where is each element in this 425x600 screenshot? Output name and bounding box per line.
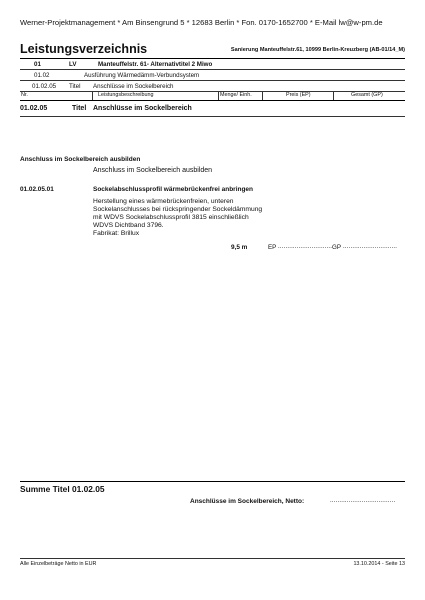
hierarchy-text: Manteuffelstr. 61- Alternativtitel 2 Miwo [98, 61, 213, 68]
company-address-line: Werner-Projektmanagement * Am Binsengrund 5 * 12683 Berlin * Fon. 0170-1652700 * E-Mail lw@w-pm.de [20, 18, 383, 27]
hierarchy-divider [20, 80, 405, 81]
hierarchy-nr: 01.02.05 [32, 83, 57, 90]
ep-label: EP [268, 244, 277, 251]
hierarchy-text: Ausführung Wärmedämm-Verbundsystem [84, 72, 200, 79]
position-description [93, 198, 262, 238]
section-type: Titel [72, 105, 87, 112]
column-separator [92, 91, 93, 100]
gp-dots: ............................. [343, 244, 398, 250]
hierarchy-text: Anschlüsse im Sockelbereich [93, 83, 174, 90]
hierarchy-type: LV [69, 61, 77, 68]
footer-page-info: 13.10.2014 - Seite 13 [353, 561, 405, 567]
hierarchy-nr: 01 [34, 61, 41, 68]
footer-note: Alle Einzelbeträge Netto in EUR [20, 561, 97, 567]
hierarchy-divider [20, 91, 405, 92]
project-reference: Sanierung Manteuffelstr.61, 10999 Berlin-Kreuzberg (AB-01/14_M) [230, 47, 405, 53]
subheading-text: Anschluss im Sockelbereich ausbilden [93, 167, 213, 174]
column-separator [333, 91, 334, 100]
hierarchy-nr: 01.02 [34, 72, 50, 79]
hierarchy-divider [20, 69, 405, 70]
column-header-total: Gesamt (GP) [351, 92, 383, 98]
description-line: mit WDVS Sockelabschlussprofil 3815 einschließlich [93, 214, 249, 222]
summary-divider [20, 481, 405, 482]
ep-dots: ............................. [278, 244, 333, 250]
column-header-divider [20, 100, 405, 101]
column-header-unit-price: Preis (EP) [286, 92, 311, 98]
footer-divider [20, 558, 405, 559]
position-nr: 01.02.05.01 [20, 186, 54, 193]
header-divider [20, 58, 405, 59]
description-line: WDVS Dichtband 3796. [93, 222, 164, 230]
position-quantity: 9,5 m [231, 244, 248, 251]
description-line: Sockelanschlusses bei rückspringender Sockeldämmung [93, 206, 263, 214]
column-separator [218, 91, 219, 100]
description-line: Fabrikat: Brillux [93, 230, 140, 238]
column-separator [262, 91, 263, 100]
position-title: Sockelabschlussprofil wärmebrückenfrei anbringen [93, 186, 254, 193]
summary-net-label: Anschlüsse im Sockelbereich, Netto: [190, 498, 305, 505]
column-header-description: Leistungsbeschreibung [98, 92, 154, 98]
summary-net-dots: ................................... [330, 498, 396, 504]
column-header-unit: Menge/ Einh. [220, 92, 252, 98]
section-nr: 01.02.05 [20, 105, 48, 112]
gp-label: GP [332, 244, 341, 251]
hierarchy-type: Titel [69, 83, 81, 90]
column-header-nr: Nr. [21, 92, 28, 98]
subheading-title: Anschluss im Sockelbereich ausbilden [20, 156, 141, 163]
document-title: Leistungsverzeichnis [20, 42, 148, 56]
section-heading: Anschlüsse im Sockelbereich [93, 105, 192, 112]
summary-title: Summe Titel 01.02.05 [20, 484, 105, 494]
section-divider [20, 116, 405, 117]
description-line: Herstellung eines wärmebrückenfreien, unteren [93, 198, 234, 205]
